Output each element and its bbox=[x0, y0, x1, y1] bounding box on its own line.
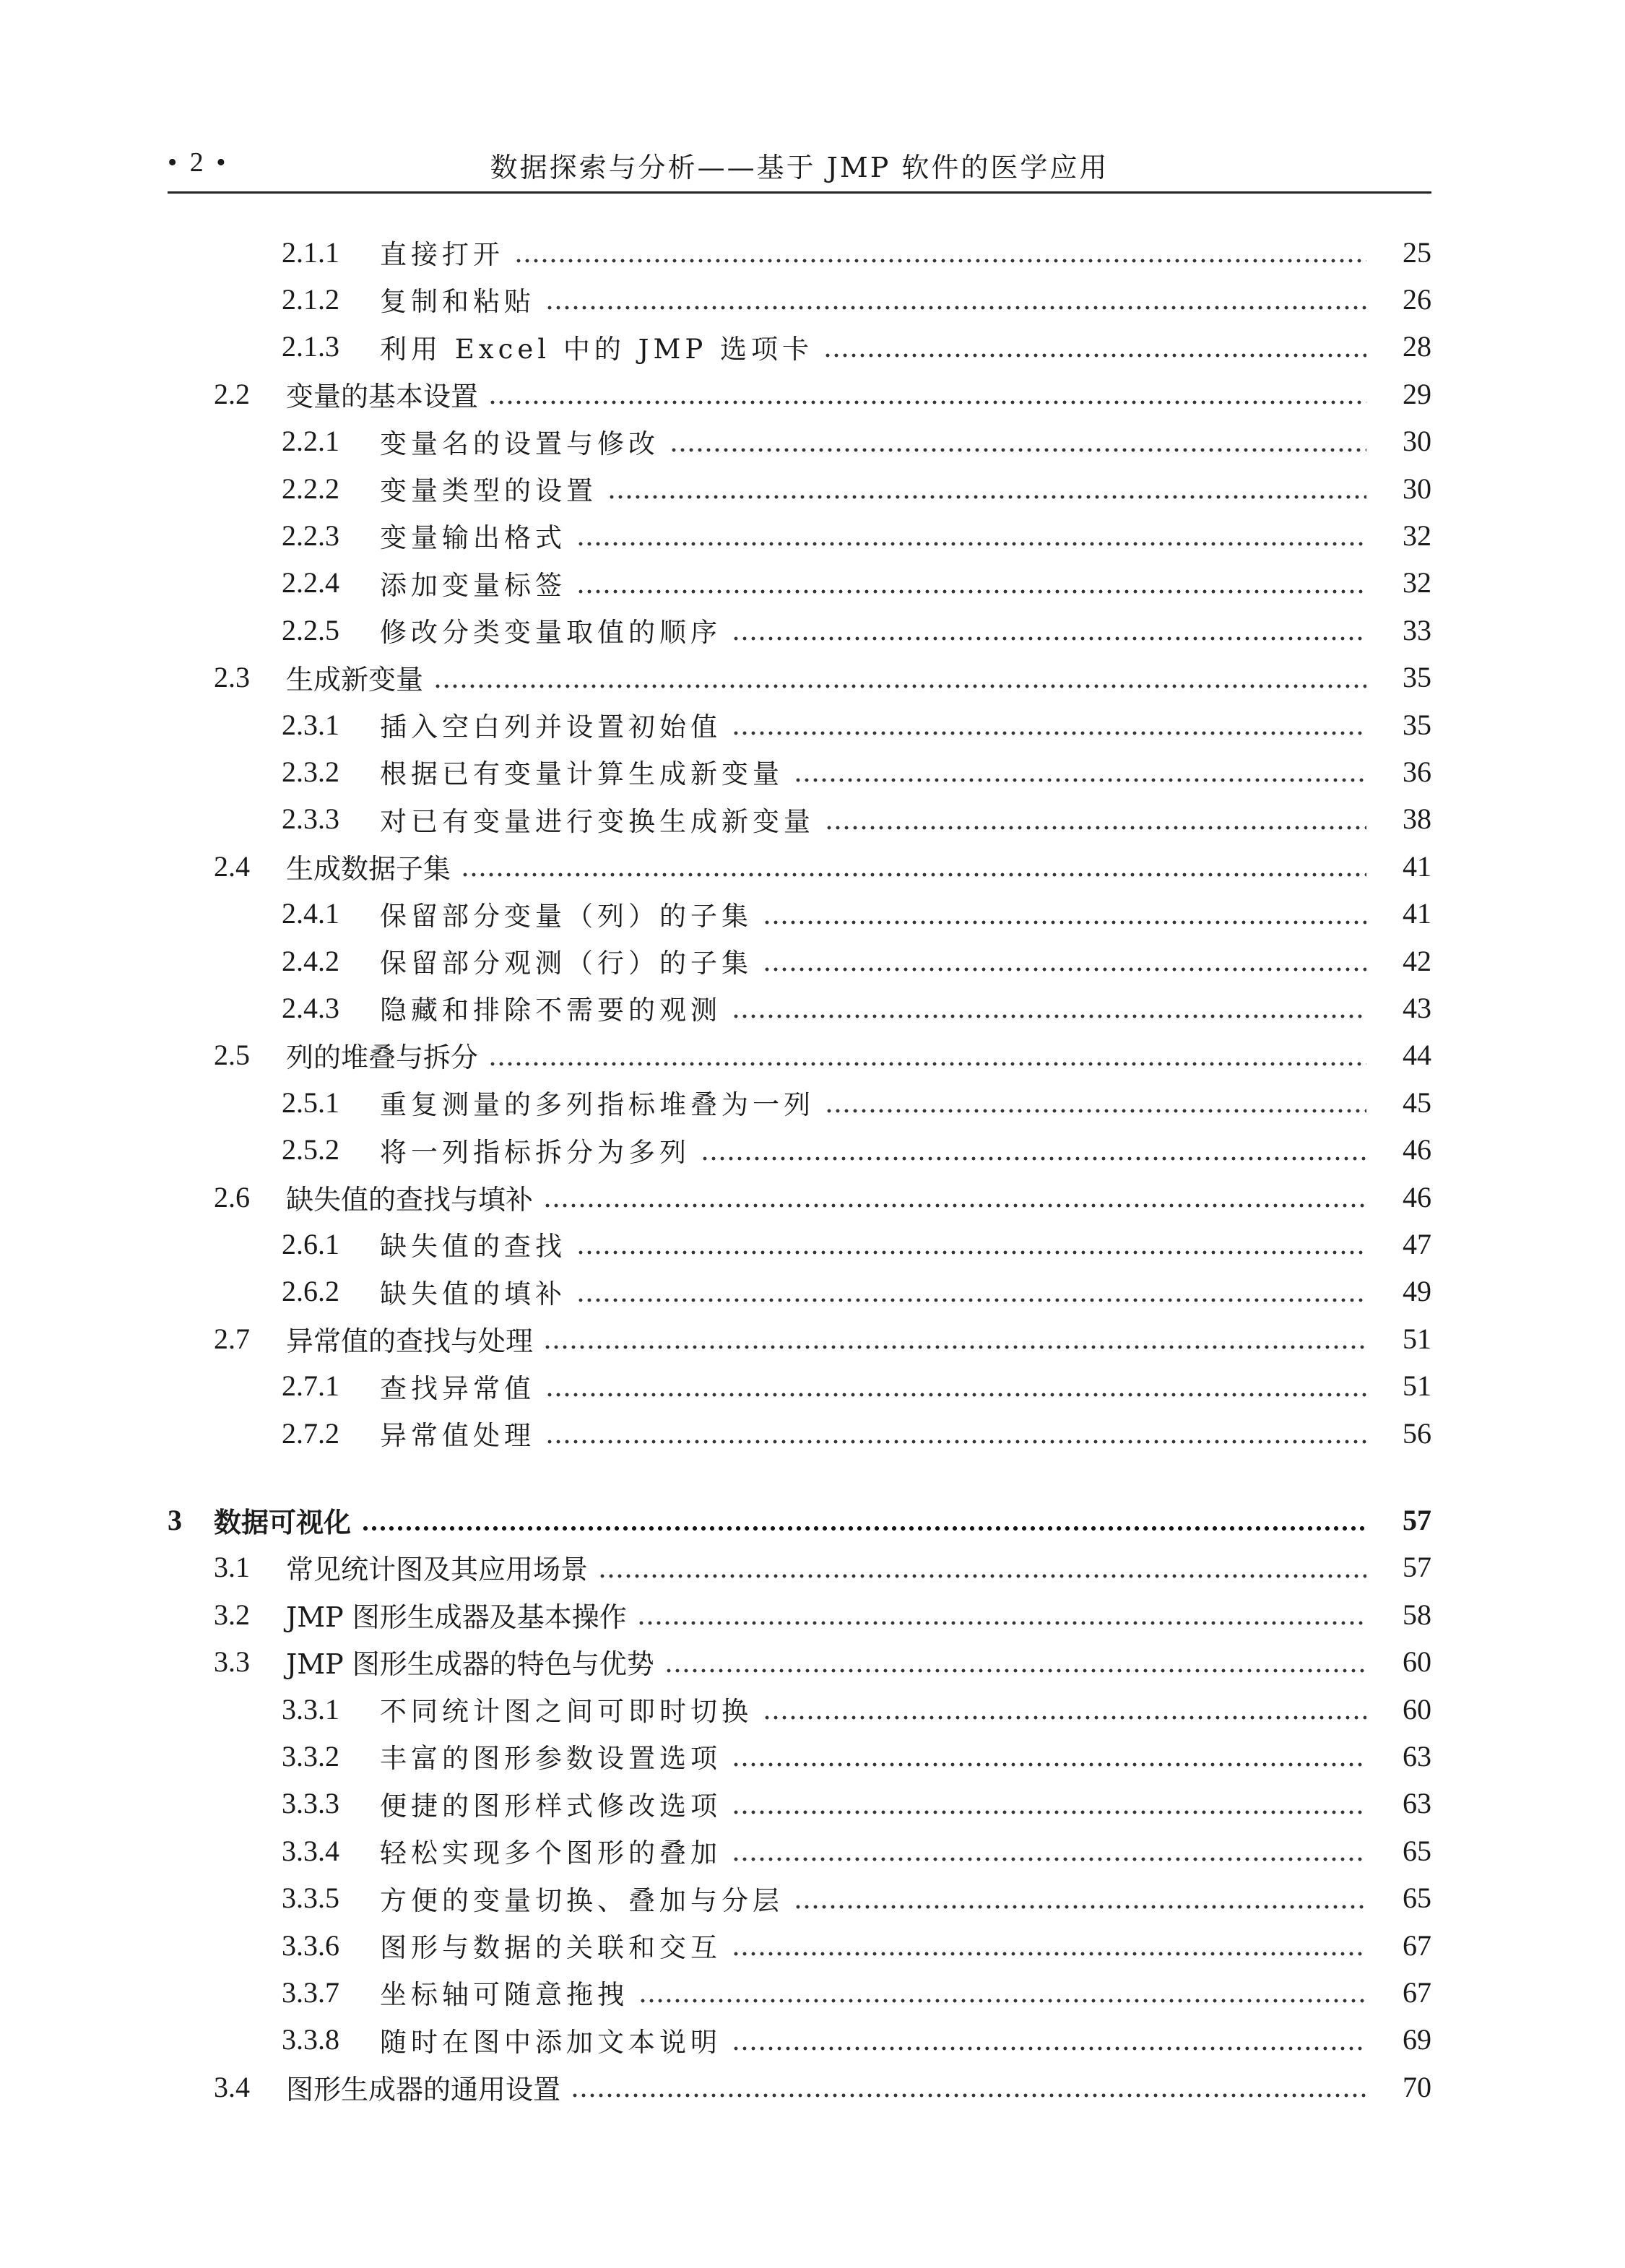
toc-entry-page: 30 bbox=[1403, 425, 1431, 458]
toc-entry-number: 2.3.1 bbox=[282, 708, 339, 741]
toc-entry-number: 2.5 bbox=[214, 1039, 250, 1072]
toc-entry-title: 插入空白列并设置初始值 bbox=[380, 711, 722, 743]
toc-entry bbox=[168, 702, 1431, 747]
toc-dot-leader bbox=[638, 1978, 1366, 2007]
toc-entry-title: 修改分类变量取值的顺序 bbox=[380, 617, 722, 649]
toc-entry bbox=[168, 513, 1431, 558]
toc-entry-title: 缺失值的查找 bbox=[380, 1231, 566, 1263]
toc-entry-title: 异常值处理 bbox=[380, 1420, 535, 1451]
toc-entry bbox=[168, 749, 1431, 794]
toc-entry-title: 丰富的图形参数设置选项 bbox=[380, 1743, 722, 1775]
toc-entry bbox=[168, 1364, 1431, 1408]
toc-entry bbox=[168, 1545, 1431, 1590]
toc-entry bbox=[168, 466, 1431, 511]
toc-entry-title: 不同统计图之间可即时切换 bbox=[380, 1696, 753, 1727]
toc-entry-page: 26 bbox=[1403, 282, 1431, 316]
toc-entry-page: 58 bbox=[1403, 1598, 1431, 1631]
toc-entry-number: 2.7.1 bbox=[282, 1369, 339, 1403]
toc-dot-leader bbox=[732, 1789, 1366, 1818]
toc-entry-number: 2.4.3 bbox=[282, 991, 339, 1024]
toc-entry-number: 2.3 bbox=[214, 661, 250, 694]
toc-entry bbox=[168, 277, 1431, 321]
toc-entry-title: 直接打开 bbox=[380, 239, 504, 270]
toc-entry-title: 隐藏和排除不需要的观测 bbox=[380, 995, 722, 1026]
toc-dot-leader bbox=[361, 1505, 1366, 1534]
toc-entry-title: 保留部分变量（列）的子集 bbox=[380, 900, 753, 932]
toc-entry-title: 生成数据子集 bbox=[286, 852, 451, 885]
toc-entry bbox=[168, 371, 1431, 416]
toc-entry-page: 36 bbox=[1403, 755, 1431, 788]
toc-entry-title: 重复测量的多列指标堆叠为一列 bbox=[380, 1089, 815, 1121]
toc-entry-title: 便捷的图形样式修改选项 bbox=[380, 1790, 722, 1822]
toc-dot-leader bbox=[543, 1182, 1366, 1211]
toc-entry bbox=[168, 1923, 1431, 1968]
toc-entry-number: 3.3.3 bbox=[282, 1787, 339, 1820]
toc-dot-leader bbox=[488, 379, 1366, 408]
toc-entry-number: 2.2 bbox=[214, 377, 250, 410]
toc-entry-title: 随时在图中添加文本说明 bbox=[380, 2026, 722, 2058]
toc-entry-number: 3.3.1 bbox=[282, 1692, 339, 1726]
toc-entry bbox=[168, 1876, 1431, 1921]
toc-dot-leader bbox=[763, 899, 1366, 928]
toc-entry-title: 数据可视化 bbox=[214, 1506, 352, 1538]
toc-entry-number: 3.1 bbox=[214, 1551, 250, 1584]
toc-entry-number: 3.3.6 bbox=[282, 1929, 339, 1962]
toc-entry-number: 2.7.2 bbox=[282, 1416, 339, 1450]
toc-entry-page: 35 bbox=[1403, 708, 1431, 741]
toc-entry-title: 轻松实现多个图形的叠加 bbox=[380, 1838, 722, 1869]
toc-entry bbox=[168, 1640, 1431, 1684]
toc-entry-page: 70 bbox=[1403, 2070, 1431, 2103]
toc-entry-number: 2.2.5 bbox=[282, 613, 339, 646]
toc-entry-page: 51 bbox=[1403, 1369, 1431, 1403]
toc-entry-page: 67 bbox=[1403, 1929, 1431, 1962]
toc-entry-title: 根据已有变量计算生成新变量 bbox=[380, 758, 784, 790]
toc-entry-number: 3.2 bbox=[214, 1598, 250, 1631]
toc-entry-title: 生成新变量 bbox=[286, 664, 424, 696]
toc-dot-leader bbox=[732, 2025, 1366, 2054]
toc-dot-leader bbox=[825, 805, 1366, 834]
toc-dot-leader bbox=[825, 1088, 1366, 1117]
toc-entry-page: 51 bbox=[1403, 1322, 1431, 1355]
toc-entry-page: 33 bbox=[1403, 613, 1431, 646]
toc-entry-title: 添加变量标签 bbox=[380, 569, 566, 601]
toc-entry-page: 32 bbox=[1403, 566, 1431, 600]
toc-entry-title: 对已有变量进行变换生成新变量 bbox=[380, 805, 815, 837]
toc-entry-page: 69 bbox=[1403, 2023, 1431, 2056]
toc-entry bbox=[168, 1221, 1431, 1266]
toc-entry-page: 28 bbox=[1403, 330, 1431, 363]
toc-entry-number: 2.2.4 bbox=[282, 566, 339, 600]
toc-dot-leader bbox=[794, 1884, 1366, 1913]
toc-entry-title: 常见统计图及其应用场景 bbox=[286, 1554, 589, 1586]
toc-dot-leader bbox=[732, 615, 1366, 644]
toc-entry-title: 缺失值的填补 bbox=[380, 1278, 566, 1310]
running-title: 数据探索与分析——基于 JMP 软件的医学应用 bbox=[490, 152, 1109, 183]
toc-entry-number: 3.4 bbox=[214, 2070, 250, 2103]
toc-dot-leader bbox=[461, 852, 1366, 880]
toc-entry-title: 坐标轴可随意拖拽 bbox=[380, 1979, 628, 2011]
toc-entry bbox=[168, 1174, 1431, 1219]
toc-entry-title: 变量类型的设置 bbox=[380, 475, 597, 506]
toc-entry-page: 42 bbox=[1403, 944, 1431, 977]
toc-entry-page: 25 bbox=[1403, 235, 1431, 269]
toc-entry-number: 3 bbox=[168, 1503, 182, 1536]
toc-dot-leader bbox=[637, 1600, 1366, 1629]
toc-dot-leader bbox=[545, 285, 1366, 313]
toc-entry bbox=[168, 1828, 1431, 1873]
toc-dot-leader bbox=[488, 1041, 1366, 1070]
toc-dot-leader bbox=[514, 238, 1366, 267]
toc-dot-leader bbox=[732, 1741, 1366, 1770]
toc-dot-leader bbox=[598, 1553, 1366, 1582]
toc-dot-leader bbox=[664, 1648, 1366, 1676]
toc-entry-number: 2.4 bbox=[214, 849, 250, 883]
toc-entry bbox=[168, 1316, 1431, 1361]
toc-entry-page: 63 bbox=[1403, 1739, 1431, 1773]
toc-entry-title: JMP 图形生成器及基本操作 bbox=[286, 1601, 627, 1633]
toc-dot-leader bbox=[763, 946, 1366, 975]
toc-dot-leader bbox=[576, 1229, 1366, 1258]
toc-entry-page: 49 bbox=[1403, 1275, 1431, 1308]
toc-entry-number: 2.2.2 bbox=[282, 472, 339, 505]
toc-entry bbox=[168, 1687, 1431, 1731]
toc-entry bbox=[168, 2064, 1431, 2109]
toc-entry-title: 变量名的设置与修改 bbox=[380, 428, 659, 459]
toc-entry-number: 2.1.1 bbox=[282, 235, 339, 269]
toc-entry-page: 60 bbox=[1403, 1692, 1431, 1726]
toc-entry-page: 57 bbox=[1403, 1503, 1431, 1536]
toc-entry bbox=[168, 1269, 1431, 1314]
toc-entry-title: 利用 Excel 中的 JMP 选项卡 bbox=[380, 333, 813, 365]
toc-entry bbox=[168, 1497, 1431, 1542]
toc-entry-title: 变量的基本设置 bbox=[286, 380, 479, 412]
toc-entry bbox=[168, 1734, 1431, 1778]
toc-entry bbox=[168, 1781, 1431, 1826]
toc-dot-leader bbox=[545, 1372, 1366, 1401]
toc-dot-leader bbox=[823, 332, 1366, 361]
toc-entry-number: 2.1.2 bbox=[282, 282, 339, 316]
toc-entry-title: JMP 图形生成器的特色与优势 bbox=[286, 1648, 654, 1681]
toc-entry-title: 将一列指标拆分为多列 bbox=[380, 1136, 690, 1168]
toc-entry-title: 图形与数据的关联和交互 bbox=[380, 1932, 722, 1963]
toc-entry bbox=[168, 324, 1431, 369]
toc-dot-leader bbox=[732, 993, 1366, 1022]
toc-entry-title: 列的堆叠与拆分 bbox=[286, 1042, 479, 1074]
toc-entry-number: 3.3.4 bbox=[282, 1834, 339, 1867]
toc-entry-title: 保留部分观测（行）的子集 bbox=[380, 948, 753, 979]
toc-dot-leader bbox=[607, 474, 1366, 503]
toc-entry bbox=[168, 891, 1431, 936]
toc-entry-number: 2.3.2 bbox=[282, 755, 339, 788]
toc-entry-page: 45 bbox=[1403, 1086, 1431, 1119]
toc-entry bbox=[168, 560, 1431, 605]
toc-entry-page: 41 bbox=[1403, 897, 1431, 930]
toc-entry bbox=[168, 985, 1431, 1030]
toc-entry-number: 2.6 bbox=[214, 1180, 250, 1213]
toc-entry bbox=[168, 230, 1431, 274]
toc-dot-leader bbox=[576, 1277, 1366, 1306]
toc-entry-number: 2.2.1 bbox=[282, 425, 339, 458]
toc-dot-leader bbox=[576, 568, 1366, 597]
toc-entry bbox=[168, 607, 1431, 652]
toc-entry-page: 43 bbox=[1403, 991, 1431, 1024]
toc-entry-title: 缺失值的查找与填补 bbox=[286, 1183, 534, 1216]
toc-dot-leader bbox=[543, 1324, 1366, 1353]
toc-entry-page: 63 bbox=[1403, 1787, 1431, 1820]
toc-dot-leader bbox=[701, 1135, 1366, 1164]
toc-entry-number: 3.3.8 bbox=[282, 2023, 339, 2056]
toc-entry-title: 查找异常值 bbox=[380, 1372, 535, 1404]
toc-entry-title: 复制和粘贴 bbox=[380, 286, 535, 318]
toc-entry bbox=[168, 1970, 1431, 2014]
toc-entry-number: 2.4.2 bbox=[282, 944, 339, 977]
toc-entry-number: 2.5.1 bbox=[282, 1086, 339, 1119]
toc-entry-title: 方便的变量切换、叠加与分层 bbox=[380, 1884, 784, 1916]
toc-dot-leader bbox=[732, 1836, 1366, 1865]
toc-entry-title: 变量输出格式 bbox=[380, 522, 566, 554]
toc-entry-number: 3.3.7 bbox=[282, 1975, 339, 2009]
page-header bbox=[168, 141, 1431, 194]
toc-dot-leader bbox=[794, 757, 1366, 786]
toc-entry-number: 2.6.2 bbox=[282, 1275, 339, 1308]
toc-entry-page: 65 bbox=[1403, 1834, 1431, 1867]
toc-dot-leader bbox=[670, 427, 1366, 456]
toc-entry-number: 3.3.5 bbox=[282, 1882, 339, 1915]
toc-dot-leader bbox=[571, 2072, 1366, 2101]
toc-entry bbox=[168, 938, 1431, 983]
toc-entry-page: 65 bbox=[1403, 1882, 1431, 1915]
toc-entry-number: 2.5.2 bbox=[282, 1133, 339, 1167]
toc-entry bbox=[168, 419, 1431, 464]
toc-entry-page: 47 bbox=[1403, 1227, 1431, 1260]
toc-entry-number: 2.1.3 bbox=[282, 330, 339, 363]
toc-entry-page: 32 bbox=[1403, 519, 1431, 552]
toc-entry bbox=[168, 1033, 1431, 1078]
toc-dot-leader bbox=[732, 1931, 1366, 1960]
toc-entry-number: 2.2.3 bbox=[282, 519, 339, 552]
toc-entry-page: 35 bbox=[1403, 661, 1431, 694]
toc-entry bbox=[168, 1080, 1431, 1125]
toc-entry-title: 图形生成器的通用设置 bbox=[286, 2073, 561, 2105]
toc-entry-page: 46 bbox=[1403, 1133, 1431, 1167]
toc-entry-page: 60 bbox=[1403, 1645, 1431, 1679]
toc-entry-page: 41 bbox=[1403, 849, 1431, 883]
toc-entry-page: 38 bbox=[1403, 802, 1431, 836]
toc-entry-page: 56 bbox=[1403, 1416, 1431, 1450]
toc-entry-number: 3.3 bbox=[214, 1645, 250, 1679]
toc-entry bbox=[168, 1592, 1431, 1637]
toc-entry-page: 46 bbox=[1403, 1180, 1431, 1213]
toc-dot-leader bbox=[433, 663, 1366, 692]
toc-entry-page: 57 bbox=[1403, 1551, 1431, 1584]
toc-dot-leader bbox=[576, 521, 1366, 550]
toc-entry bbox=[168, 2017, 1431, 2062]
toc-entry-page: 67 bbox=[1403, 1975, 1431, 2009]
toc-dot-leader bbox=[763, 1694, 1366, 1723]
toc-entry-page: 44 bbox=[1403, 1039, 1431, 1072]
toc-entry-title: 异常值的查找与处理 bbox=[286, 1325, 534, 1357]
toc-dot-leader bbox=[545, 1419, 1366, 1447]
toc-entry bbox=[168, 655, 1431, 700]
page-number: • 2 • bbox=[168, 147, 229, 178]
toc-dot-leader bbox=[732, 710, 1366, 739]
toc-entry-number: 3.3.2 bbox=[282, 1739, 339, 1773]
toc-entry bbox=[168, 1127, 1431, 1172]
toc-entry-number: 2.3.3 bbox=[282, 802, 339, 836]
toc-entry-page: 29 bbox=[1403, 377, 1431, 410]
toc-entry-number: 2.6.1 bbox=[282, 1227, 339, 1260]
toc-entry-page: 30 bbox=[1403, 472, 1431, 505]
toc-entry bbox=[168, 797, 1431, 841]
toc-entry bbox=[168, 844, 1431, 888]
toc-entry bbox=[168, 1411, 1431, 1455]
toc-entry-number: 2.4.1 bbox=[282, 897, 339, 930]
toc-entry-number: 2.7 bbox=[214, 1322, 250, 1355]
